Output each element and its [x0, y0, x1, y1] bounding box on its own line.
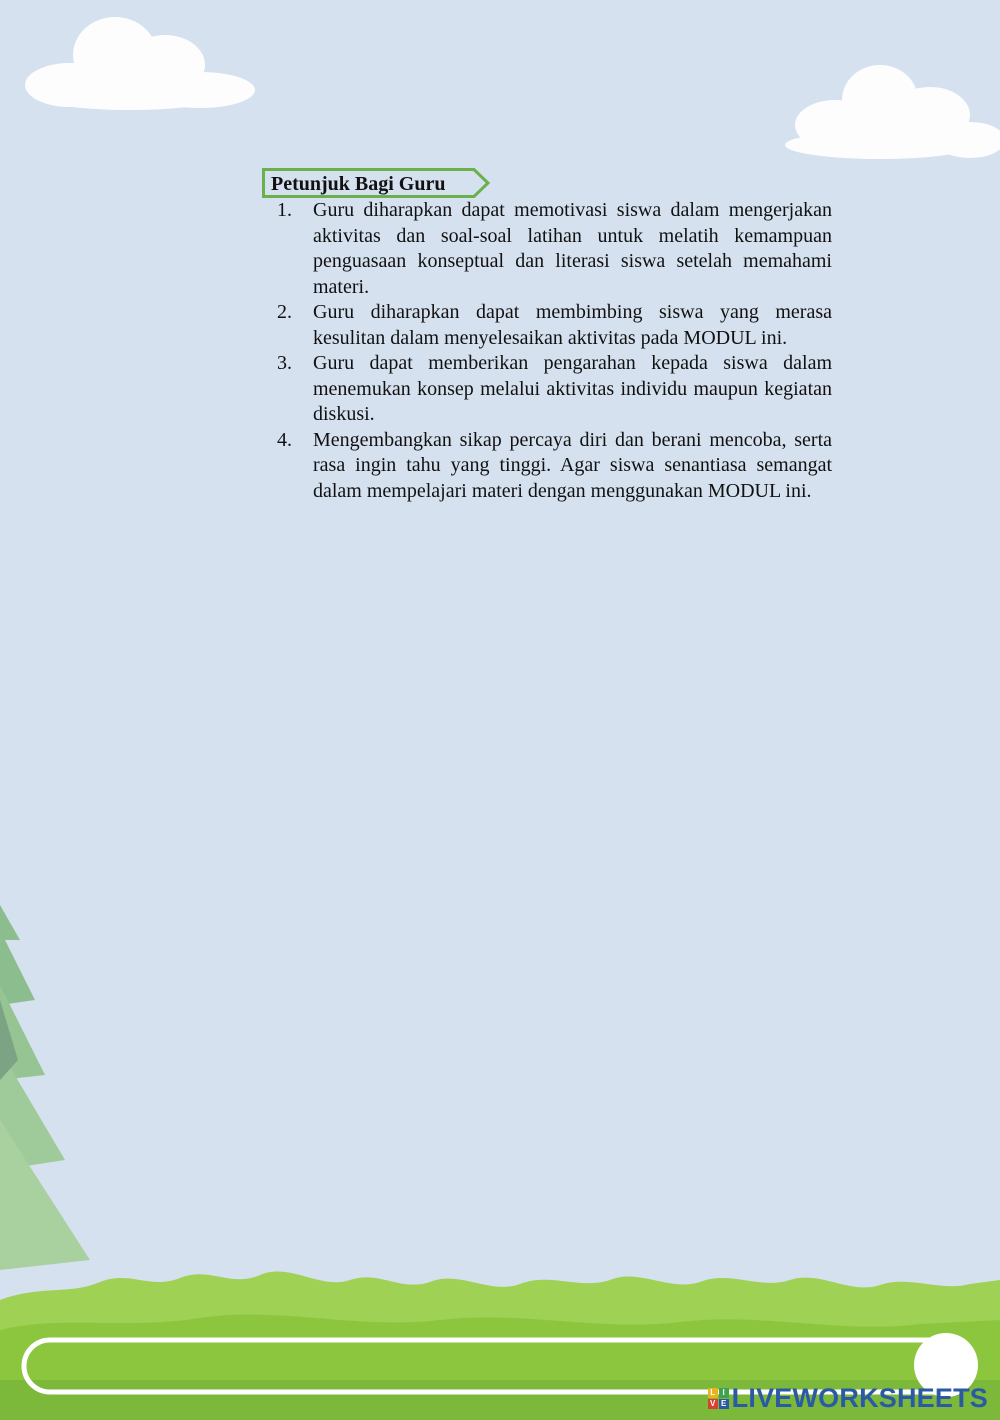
logo-text: LIVEWORKSHEETS [731, 1382, 988, 1413]
logo-icon [708, 1388, 729, 1409]
cloud-right [785, 65, 1000, 159]
list-item [262, 351, 832, 428]
logo-letter: V [708, 1399, 718, 1409]
list-text: Guru diharapkan dapat membimbing siswa yang merasa kesulitan dalam menyelesaikan aktivitas pada MODUL ini. [313, 301, 832, 349]
list-number: 2. [277, 301, 292, 323]
heading-tag [262, 168, 445, 198]
list-text: Guru diharapkan dapat memotivasi siswa dalam mengerjakan aktivitas dan soal-soal latihan untuk melatih kemampuan penguasaan konseptual dan literasi siswa setelah memahami materi. [313, 199, 832, 298]
teacher-instructions [262, 168, 832, 504]
cloud-left [25, 17, 255, 110]
pine-tree [0, 905, 90, 1270]
logo-letter: E [719, 1399, 729, 1409]
list-text: Guru dapat memberikan pengarahan kepada siswa dalam menemukan konsep melalui aktivitas individu maupun kegiatan diskusi. [313, 352, 832, 425]
list-item [262, 428, 832, 505]
list-text: Mengembangkan sikap percaya diri dan berani mencoba, serta rasa ingin tahu yang tinggi. Agar siswa senantiasa semangat dalam mempelajari materi dengan menggunakan MODUL ini. [313, 428, 832, 502]
instruction-list [262, 198, 832, 504]
list-item [262, 198, 832, 300]
liveworksheets-logo[interactable] [708, 1382, 988, 1414]
logo-letter: L [708, 1388, 718, 1398]
list-number: 3. [277, 352, 292, 374]
logo-letter: I [719, 1388, 729, 1398]
heading-title: Petunjuk Bagi Guru [271, 173, 446, 195]
list-item [262, 300, 832, 351]
list-number: 4. [277, 428, 292, 451]
list-number: 1. [277, 199, 292, 221]
